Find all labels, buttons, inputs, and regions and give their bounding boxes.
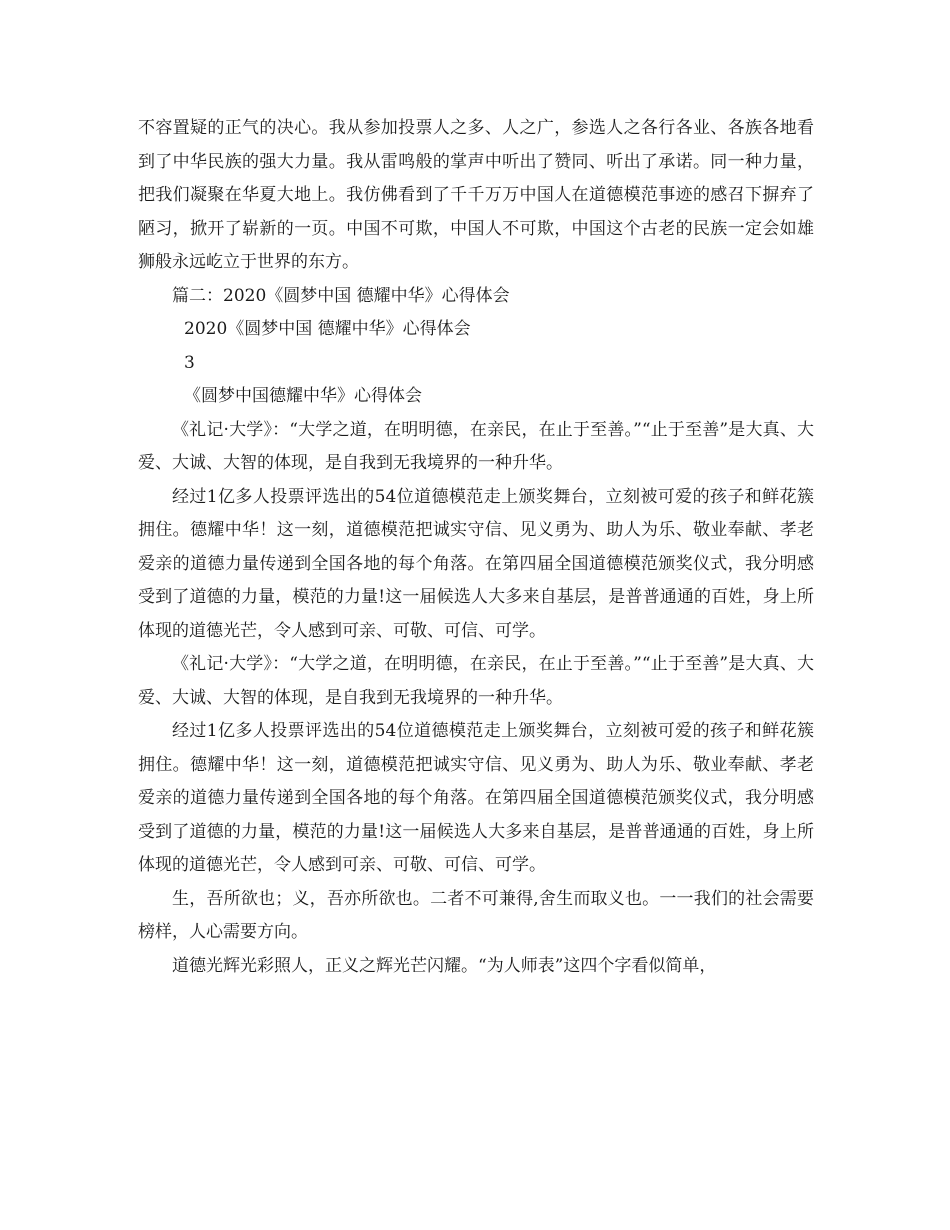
paragraph-body-4: 道德光辉光彩照人，正义之辉光芒闪耀。“为人师表”这四个字看似简单， bbox=[172, 955, 717, 976]
paragraph-body-3: 生，吾所欲也；义，吾亦所欲也。二者不可兼得,舍生而取义也。一一我们的社会需要榜样，人心需要方向。 bbox=[138, 888, 814, 942]
paragraph-body-1: 经过1亿多人投票评选出的54位道德模范走上颁奖舞台，立刻被可爱的孩子和鲜花簇拥住。德耀中华！这一刻，道德模范把诚实守信、见义勇为、助人为乐、敬业奉献、孝老爱亲的道德力量传递到全国各地的每个角落。在第四届全国道德模范颁奖仪式，我分明感受到了道德的力量，模范的力量!这一届候选人大多来自基层，是普普通通的百姓，身上所体现的道德光芒，令人感到可亲、可敬、可信、可学。 bbox=[138, 486, 814, 641]
section-heading: 篇二：2020《圆梦中国 德耀中华》心得体会 bbox=[172, 285, 510, 306]
document-body bbox=[138, 112, 814, 983]
paragraph-continuation: 不容置疑的正气的决心。我从参加投票人之多、人之广，参选人之各行各业、各族各地看到了中华民族的强大力量。我从雷鸣般的掌声中听出了赞同、听出了承诺。同一种力量，把我们凝聚在华夏大地上。我仿佛看到了千千万万中国人在道德模范事迹的感召下摒弃了陋习，掀开了崭新的一页。中国不可欺，中国人不可欺，中国这个古老的民族一定会如雄狮般永远屹立于世界的东方。 bbox=[138, 118, 814, 272]
essay-title: 《圆梦中国德耀中华》心得体会 bbox=[184, 386, 422, 406]
paragraph-quote-2: 《礼记·大学》：“大学之道，在明明德，在亲民，在止于至善。”“止于至善”是大真、大爱、大诚、大智的体现，是自我到无我境界的一种升华。 bbox=[138, 654, 814, 708]
page-number: 3 bbox=[184, 352, 195, 373]
paragraph-body-2: 经过1亿多人投票评选出的54位道德模范走上颁奖舞台，立刻被可爱的孩子和鲜花簇拥住。德耀中华！这一刻，道德模范把诚实守信、见义勇为、助人为乐、敬业奉献、孝老爱亲的道德力量传递到全国各地的每个角落。在第四届全国道德模范颁奖仪式，我分明感受到了道德的力量，模范的力量!这一届候选人大多来自基层，是普普通通的百姓，身上所体现的道德光芒，令人感到可亲、可敬、可信、可学。 bbox=[138, 721, 814, 875]
sub-heading: 2020《圆梦中国 德耀中华》心得体会 bbox=[184, 319, 471, 339]
paragraph-quote-1: 《礼记·大学》：“大学之道，在明明德，在亲民，在止于至善。”“止于至善”是大真、大爱、大诚、大智的体现，是自我到无我境界的一种升华。 bbox=[138, 419, 814, 473]
